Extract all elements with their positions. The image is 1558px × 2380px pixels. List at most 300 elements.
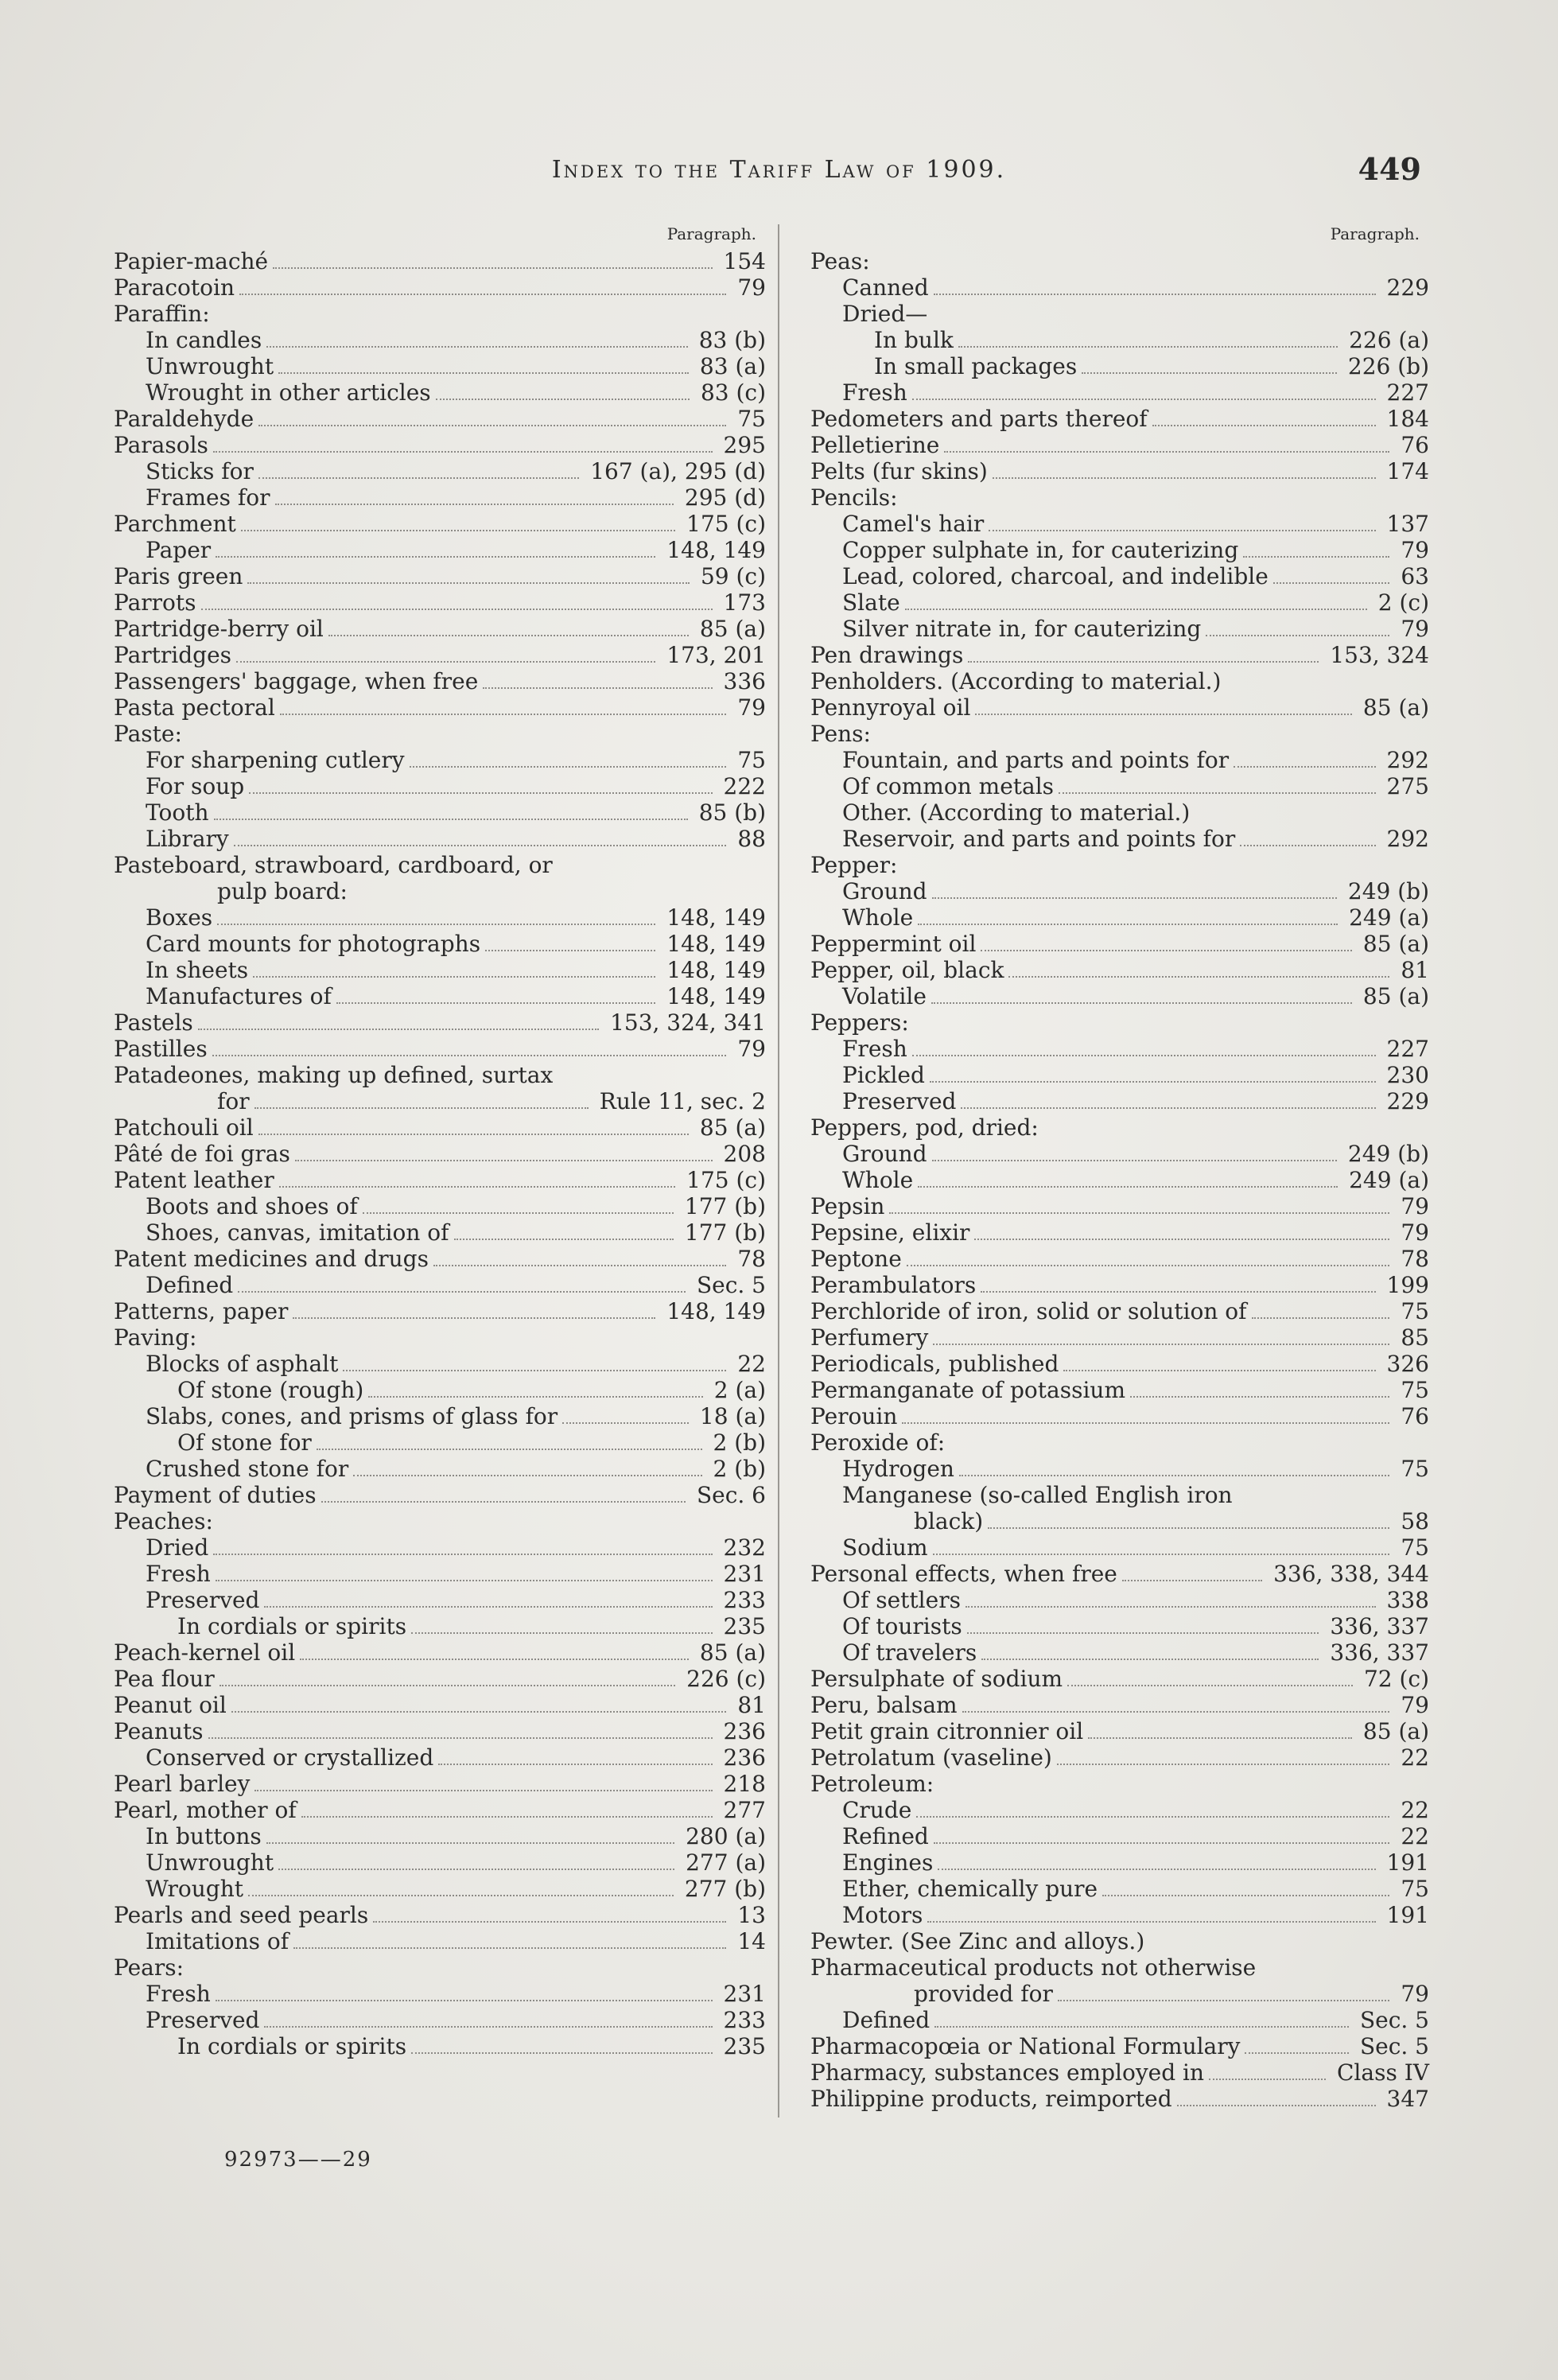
index-entry	[810, 1823, 1429, 1849]
paragraph-reference: 153, 324	[1330, 642, 1429, 668]
index-entry	[810, 1639, 1429, 1666]
index-entry	[810, 1666, 1429, 1692]
dot-leader	[1057, 1764, 1390, 1765]
index-term: Papier-maché	[114, 248, 269, 274]
dot-leader	[208, 1737, 713, 1739]
index-entry	[114, 511, 766, 537]
index-term: Whole	[842, 904, 914, 931]
dot-leader	[1059, 792, 1376, 794]
dot-leader	[220, 1685, 675, 1686]
dot-leader	[343, 1370, 726, 1371]
paragraph-reference: 175 (c)	[686, 511, 766, 537]
paragraph-reference: 232	[723, 1534, 766, 1561]
paragraph-reference: 2 (a)	[713, 1377, 766, 1403]
index-entry	[810, 957, 1429, 983]
index-entry	[810, 1167, 1429, 1193]
dot-leader	[918, 924, 1338, 925]
index-entry	[810, 353, 1429, 379]
index-term: Of common metals	[842, 773, 1055, 799]
paragraph-reference: 231	[723, 1561, 766, 1587]
index-term: In cordials or spirits	[177, 1613, 407, 1639]
dot-leader	[216, 556, 655, 558]
index-term: Crude	[842, 1797, 912, 1823]
index-entry	[114, 642, 766, 668]
dot-leader	[932, 897, 1337, 899]
index-entry	[810, 406, 1429, 432]
dot-leader	[993, 477, 1376, 479]
index-term: Fresh	[146, 1561, 211, 1587]
index-entry	[810, 1482, 1429, 1508]
dot-leader	[216, 1580, 713, 1581]
paragraph-reference: 275	[1386, 773, 1429, 799]
index-term: Preserved	[146, 1587, 260, 1613]
index-entry	[114, 826, 766, 852]
dot-leader	[934, 2026, 1349, 2028]
index-term: Other. (According to material.)	[842, 799, 1191, 826]
index-term: Pharmaceutical products not otherwise	[810, 1954, 1257, 1981]
dot-leader	[241, 530, 675, 531]
paragraph-reference: 226 (c)	[686, 1666, 766, 1692]
dot-leader	[363, 1212, 674, 1214]
index-entry	[810, 1771, 1429, 1797]
paragraph-reference: 277	[723, 1797, 766, 1823]
paragraph-reference: 85 (b)	[698, 799, 766, 826]
index-entry	[810, 379, 1429, 406]
dot-leader	[254, 1790, 712, 1791]
paragraph-reference: 175 (c)	[686, 1167, 766, 1193]
index-term: Of tourists	[842, 1613, 962, 1639]
dot-leader	[1122, 1580, 1262, 1581]
dot-leader	[353, 1475, 701, 1476]
dot-leader	[944, 451, 1389, 453]
index-term: Pelletierine	[810, 432, 940, 458]
index-entry	[810, 1797, 1429, 1823]
index-term: Paraffin:	[114, 301, 210, 327]
dot-leader	[238, 1291, 686, 1293]
paragraph-reference: 14	[737, 1928, 766, 1954]
index-term: Pepper:	[810, 852, 898, 878]
paragraph-reference: 229	[1386, 1088, 1429, 1114]
index-term: Peanut oil	[114, 1692, 227, 1718]
dot-leader	[213, 1554, 712, 1555]
index-term: Peas:	[810, 248, 870, 274]
index-term: Silver nitrate in, for cauterizing	[842, 616, 1202, 642]
index-term: Pearl barley	[114, 1771, 251, 1797]
index-term: Volatile	[842, 983, 927, 1009]
dot-leader	[988, 1527, 1389, 1529]
index-term: Whole	[842, 1167, 914, 1193]
index-entry	[810, 1928, 1429, 1954]
index-term: Peppers:	[810, 1009, 909, 1036]
paragraph-reference: 22	[1401, 1797, 1429, 1823]
index-entry	[810, 747, 1429, 773]
index-entry	[114, 1902, 766, 1928]
page-number: 449	[1358, 151, 1421, 187]
index-term: Peru, balsam	[810, 1692, 958, 1718]
paragraph-reference: 137	[1386, 511, 1429, 537]
index-term: Parchment	[114, 511, 236, 537]
paragraph-reference: 85 (a)	[1362, 1718, 1429, 1744]
dot-leader	[248, 1895, 674, 1896]
paragraph-reference: 277 (a)	[686, 1849, 766, 1876]
index-term: Perambulators	[810, 1272, 977, 1298]
index-entry	[810, 537, 1429, 563]
index-entry	[114, 274, 766, 301]
index-entry	[810, 432, 1429, 458]
index-entry	[810, 2059, 1429, 2086]
index-entry	[810, 1849, 1429, 1876]
index-term: Pastilles	[114, 1036, 208, 1062]
index-entry	[810, 2086, 1429, 2112]
dot-leader	[912, 399, 1376, 400]
index-term: Pharmacopœia or National Formulary	[810, 2033, 1241, 2059]
index-term: Pepsine, elixir	[810, 1219, 970, 1246]
column-divider	[778, 224, 779, 2118]
index-entry	[114, 1849, 766, 1876]
dot-leader	[907, 1265, 1390, 1266]
index-entry	[114, 327, 766, 353]
dot-leader	[247, 582, 690, 584]
dot-leader	[938, 1869, 1375, 1870]
index-entry	[810, 642, 1429, 668]
index-entry	[810, 1298, 1429, 1324]
index-term: Card mounts for photographs	[146, 931, 481, 957]
paragraph-reference: 226 (b)	[1347, 353, 1429, 379]
paragraph-reference: 79	[1401, 616, 1429, 642]
dot-leader	[212, 1055, 727, 1056]
index-term: Partridges	[114, 642, 232, 668]
index-term: Sodium	[842, 1534, 928, 1561]
index-term: Dried	[146, 1534, 209, 1561]
index-term: Periodicals, published	[810, 1351, 1059, 1377]
paragraph-reference: 347	[1386, 2086, 1429, 2112]
paragraph-column-heading: Paragraph.	[1330, 224, 1420, 243]
dot-leader	[905, 609, 1367, 610]
dot-leader	[933, 1344, 1389, 1345]
paragraph-reference: 148, 149	[666, 537, 766, 563]
dot-leader	[1209, 2079, 1326, 2080]
index-entry	[114, 616, 766, 642]
dot-leader	[249, 792, 712, 794]
paragraph-reference: 76	[1401, 1403, 1429, 1429]
index-entry	[810, 1692, 1429, 1718]
paragraph-reference: 184	[1386, 406, 1429, 432]
paragraph-reference: 148, 149	[666, 983, 766, 1009]
index-entry	[114, 1141, 766, 1167]
index-entry	[114, 248, 766, 274]
index-term: Patent leather	[114, 1167, 274, 1193]
paragraph-reference: Sec. 5	[1359, 2033, 1429, 2059]
index-entry	[114, 458, 766, 484]
paragraph-reference: 336, 337	[1330, 1613, 1429, 1639]
index-term: Pharmacy, substances employed in	[810, 2059, 1205, 2086]
dot-leader	[961, 1107, 1375, 1109]
paragraph-reference: 78	[1401, 1246, 1429, 1272]
dot-leader	[1252, 1317, 1390, 1319]
index-entry	[114, 1219, 766, 1246]
paragraph-reference: 277 (b)	[684, 1876, 766, 1902]
paragraph-reference: 235	[723, 1613, 766, 1639]
index-term: Petit grain citronnier oil	[810, 1718, 1084, 1744]
index-entry	[114, 484, 766, 511]
paragraph-reference: 153, 324, 341	[610, 1009, 766, 1036]
paragraph-reference: 154	[723, 248, 766, 274]
index-term: Peaches:	[114, 1508, 213, 1534]
paragraph-reference: 79	[737, 274, 766, 301]
index-term: Paving:	[114, 1324, 197, 1351]
index-term: Defined	[842, 2007, 931, 2033]
index-term: Slabs, cones, and prisms of glass for	[146, 1403, 558, 1429]
index-entry	[114, 983, 766, 1009]
index-term: Pea flour	[114, 1666, 215, 1692]
dot-leader	[974, 1239, 1389, 1240]
index-entry	[810, 1009, 1429, 1036]
dot-leader	[1082, 372, 1337, 374]
index-entry	[810, 589, 1429, 616]
index-entry	[810, 1613, 1429, 1639]
paragraph-reference: 18 (a)	[699, 1403, 766, 1429]
index-term: Peroxide of:	[810, 1429, 946, 1456]
paragraph-reference: 83 (b)	[698, 327, 766, 353]
paragraph-reference: 75	[1401, 1377, 1429, 1403]
paragraph-reference: 75	[737, 406, 766, 432]
dot-leader	[433, 1265, 726, 1266]
index-entry	[810, 721, 1429, 747]
dot-leader	[436, 399, 690, 400]
index-entry	[810, 1036, 1429, 1062]
index-entry	[810, 301, 1429, 327]
paragraph-reference: 191	[1386, 1849, 1429, 1876]
paragraph-reference: 22	[1401, 1823, 1429, 1849]
dot-leader	[962, 1711, 1390, 1713]
index-entries-left	[114, 248, 766, 2059]
index-term: Slate	[842, 589, 900, 616]
index-term: In sheets	[146, 957, 249, 983]
index-entry	[114, 1403, 766, 1429]
index-term: Personal effects, when free	[810, 1561, 1117, 1587]
paragraph-reference: Class IV	[1337, 2059, 1429, 2086]
index-term: Of stone for	[177, 1429, 312, 1456]
index-term: Of travelers	[842, 1639, 977, 1666]
index-term: In cordials or spirits	[177, 2033, 407, 2059]
paragraph-reference: 208	[723, 1141, 766, 1167]
index-entry	[114, 1377, 766, 1403]
dot-leader	[916, 1816, 1389, 1818]
paragraph-reference: 295	[723, 432, 766, 458]
index-term: Pelts (fur skins)	[810, 458, 988, 484]
index-term: Pewter. (See Zinc and alloys.)	[810, 1928, 1145, 1954]
index-entry	[810, 1718, 1429, 1744]
paragraph-reference: 75	[1401, 1876, 1429, 1902]
dot-leader	[198, 1029, 599, 1030]
dot-leader	[258, 425, 726, 426]
index-term: Pears:	[114, 1954, 185, 1981]
index-entry	[114, 1114, 766, 1141]
index-entry	[810, 1219, 1429, 1246]
paragraph-reference: 58	[1401, 1508, 1429, 1534]
paragraph-reference: 338	[1386, 1587, 1429, 1613]
index-term: Pen drawings	[810, 642, 964, 668]
dot-leader	[278, 1869, 674, 1870]
paragraph-reference: 76	[1401, 432, 1429, 458]
index-entry	[810, 1561, 1429, 1587]
index-entry	[114, 694, 766, 721]
index-term: Peanuts	[114, 1718, 204, 1744]
paragraph-reference: 75	[1401, 1298, 1429, 1324]
index-entry	[114, 668, 766, 694]
index-term: Patadeones, making up defined, surtax	[114, 1062, 554, 1088]
dot-leader	[301, 1816, 713, 1818]
paragraph-reference: 236	[723, 1718, 766, 1744]
index-entry	[810, 1744, 1429, 1771]
index-term: Motors	[842, 1902, 923, 1928]
index-entry	[810, 826, 1429, 852]
dot-leader	[239, 294, 726, 295]
paragraph-reference: 218	[723, 1771, 766, 1797]
index-entry	[114, 957, 766, 983]
dot-leader	[1240, 845, 1375, 846]
paragraph-reference: 81	[737, 1692, 766, 1718]
index-term: Camel's hair	[842, 511, 985, 537]
index-term: Perfumery	[810, 1324, 929, 1351]
dot-leader	[927, 1921, 1375, 1923]
index-entry	[114, 1429, 766, 1456]
paragraph-reference: 75	[737, 747, 766, 773]
paragraph-reference: 230	[1386, 1062, 1429, 1088]
index-entry	[114, 301, 766, 327]
index-term: Sticks for	[146, 458, 254, 484]
index-entry	[114, 931, 766, 957]
index-term: Pedometers and parts thereof	[810, 406, 1148, 432]
index-entry	[810, 1272, 1429, 1298]
index-term: Unwrought	[146, 353, 274, 379]
index-entry	[810, 852, 1429, 878]
dot-leader	[1067, 1685, 1353, 1686]
paragraph-reference: 79	[1401, 1193, 1429, 1219]
index-entry	[114, 1062, 766, 1088]
dot-leader	[300, 1659, 689, 1660]
index-entry	[810, 616, 1429, 642]
paragraph-reference: 233	[723, 2007, 766, 2033]
index-term: Permanganate of potassium	[810, 1377, 1126, 1403]
paragraph-reference: 173	[723, 589, 766, 616]
paragraph-reference: 79	[1401, 537, 1429, 563]
dot-leader	[485, 950, 655, 951]
index-term: Peach-kernel oil	[114, 1639, 296, 1666]
index-entry	[810, 878, 1429, 904]
paragraph-reference: 236	[723, 1744, 766, 1771]
index-term: Lead, colored, charcoal, and indelible	[842, 563, 1269, 589]
index-term: Boots and shoes of	[146, 1193, 358, 1219]
index-entry	[810, 248, 1429, 274]
paragraph-reference: 226 (a)	[1349, 327, 1429, 353]
index-term: Boxes	[146, 904, 213, 931]
dot-leader	[931, 1002, 1352, 1004]
index-term: Paracotoin	[114, 274, 235, 301]
index-entry	[114, 379, 766, 406]
index-entry	[114, 1981, 766, 2007]
paragraph-reference: 292	[1386, 826, 1429, 852]
paragraph-reference: 227	[1386, 379, 1429, 406]
paragraph-reference: 2 (c)	[1377, 589, 1429, 616]
paragraph-reference: 81	[1401, 957, 1429, 983]
index-term: Peppermint oil	[810, 931, 977, 957]
paragraph-reference: 229	[1386, 274, 1429, 301]
paragraph-reference: 199	[1386, 1272, 1429, 1298]
paragraph-reference: 79	[1401, 1219, 1429, 1246]
index-entry	[810, 799, 1429, 826]
paragraph-reference: 85 (a)	[699, 616, 766, 642]
index-entry	[810, 668, 1429, 694]
index-term: For sharpening cutlery	[146, 747, 405, 773]
paragraph-reference: 75	[1401, 1456, 1429, 1482]
paragraph-reference: 22	[1401, 1744, 1429, 1771]
dot-leader	[373, 1921, 726, 1923]
index-entries-right	[810, 248, 1429, 2112]
index-entry	[114, 1324, 766, 1351]
index-entry	[114, 1246, 766, 1272]
paragraph-reference: 78	[737, 1246, 766, 1272]
dot-leader	[934, 294, 1376, 295]
index-term: Philippine products, reimported	[810, 2086, 1172, 2112]
dot-leader	[1273, 582, 1390, 584]
paragraph-reference: 249 (b)	[1347, 1141, 1429, 1167]
index-entry	[810, 458, 1429, 484]
dot-leader	[411, 2052, 712, 2054]
index-term: Paris green	[114, 563, 243, 589]
index-term: Peppers, pod, dried:	[810, 1114, 1039, 1141]
dot-leader	[231, 1711, 727, 1713]
index-term: Peptone	[810, 1246, 902, 1272]
index-entry	[114, 1088, 766, 1114]
paragraph-reference: 177 (b)	[684, 1219, 766, 1246]
paragraph-reference: 227	[1386, 1036, 1429, 1062]
index-term: Pasta pectoral	[114, 694, 275, 721]
index-term: Patent medicines and drugs	[114, 1246, 429, 1272]
index-term: Pastels	[114, 1009, 193, 1036]
index-entry	[114, 1298, 766, 1324]
index-entry	[810, 1088, 1429, 1114]
index-entry	[114, 1797, 766, 1823]
index-entry	[810, 274, 1429, 301]
dot-leader	[438, 1764, 712, 1765]
paragraph-reference: 249 (a)	[1349, 1167, 1429, 1193]
dot-leader	[293, 1947, 726, 1949]
paragraph-reference: 222	[723, 773, 766, 799]
index-entry	[114, 1771, 766, 1797]
dot-leader	[214, 819, 688, 820]
index-entry	[114, 1692, 766, 1718]
paragraph-reference: 83 (c)	[700, 379, 766, 406]
index-entry	[114, 432, 766, 458]
index-entry	[114, 1954, 766, 1981]
dot-leader	[981, 1659, 1319, 1660]
index-column-right	[810, 224, 1429, 2112]
paragraph-reference: 191	[1386, 1902, 1429, 1928]
index-entry	[114, 1456, 766, 1482]
index-term: Passengers' baggage, when free	[114, 668, 479, 694]
dot-leader	[253, 976, 655, 978]
dot-leader	[295, 1160, 713, 1161]
paragraph-column-heading: Paragraph.	[666, 224, 756, 243]
dot-leader	[965, 1606, 1376, 1608]
index-term: Preserved	[842, 1088, 957, 1114]
dot-leader	[933, 1554, 1390, 1555]
dot-leader	[1008, 976, 1389, 978]
paragraph-reference: 85 (a)	[1362, 983, 1429, 1009]
index-term: In buttons	[146, 1823, 262, 1849]
index-entry	[114, 406, 766, 432]
